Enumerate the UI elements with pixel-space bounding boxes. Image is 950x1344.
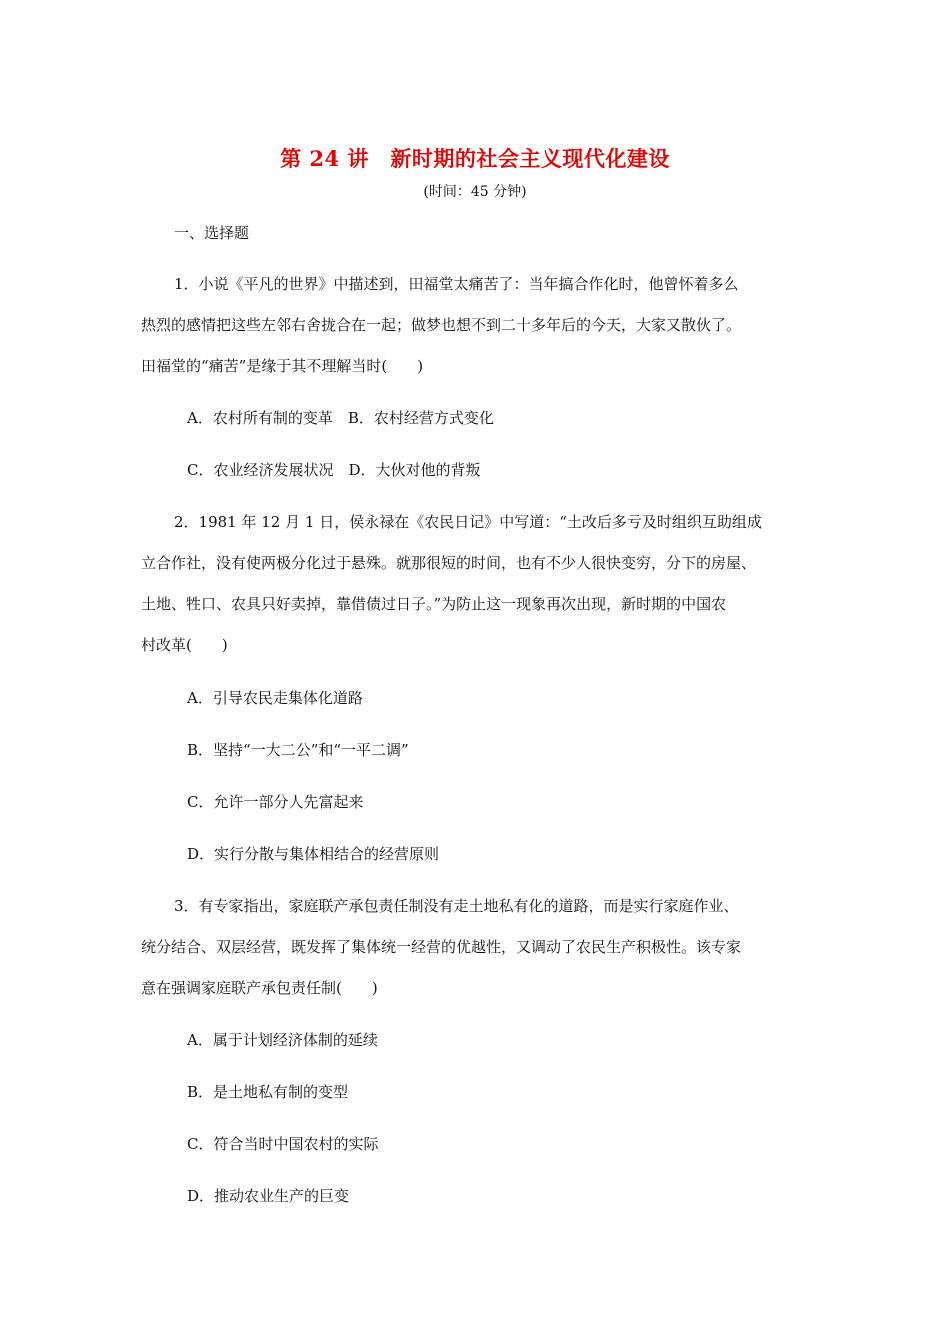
question-stem-line: 1．小说《平凡的世界》中描述到，田福堂太痛苦了：当年搞合作化时，他曾怀着多么	[174, 275, 739, 293]
question-stem-line: 立合作社，没有使两极分化过于悬殊。就那很短的时间，也有不少人很快变穷，分下的房屋、	[141, 554, 757, 572]
time-limit: (时间：45 分钟)	[423, 184, 527, 200]
question-option-line: B．是土地私有制的变型	[187, 1083, 349, 1101]
question-stem-line: 土地、牲口、农具只好卖掉，靠借债过日子。”为防止这一现象再次出现，新时期的中国农	[141, 595, 727, 613]
question-stem-line: 热烈的感情把这些左邻右舍拢合在一起；做梦也想不到二十多年后的今天，大家又散伙了。	[141, 316, 742, 334]
question-option-line: A．农村所有制的变革 B．农村经营方式变化	[187, 409, 494, 427]
page-title: 第 24 讲 新时期的社会主义现代化建设	[280, 146, 670, 171]
question-stem-line: 田福堂的“痛苦”是缘于其不理解当时( )	[141, 357, 424, 375]
question-option-line: B．坚持“一大二公”和“一平二调”	[187, 741, 409, 759]
question-stem-line: 意在强调家庭联产承包责任制( )	[141, 979, 378, 997]
section-heading: 一、选择题	[174, 224, 250, 242]
question-stem-line: 3．有专家指出，家庭联产承包责任制没有走土地私有化的道路，而是实行家庭作业、	[174, 897, 739, 915]
question-option-line: D．实行分散与集体相结合的经营原则	[187, 845, 440, 863]
question-stem-line: 统分结合、双层经营，既发挥了集体统一经营的优越性，又调动了农民生产积极性。该专家	[141, 938, 742, 956]
question-option-line: C．农业经济发展状况 D．大伙对他的背叛	[187, 461, 481, 479]
question-option-line: C．允许一部分人先富起来	[187, 793, 364, 811]
question-stem-line: 村改革( )	[141, 636, 228, 654]
question-option-line: D．推动农业生产的巨变	[187, 1187, 350, 1205]
question-option-line: C．符合当时中国农村的实际	[187, 1135, 379, 1153]
question-stem-line: 2．1981 年 12 月 1 日，侯永禄在《农民日记》中写道：“土改后多亏及时组织互助组成	[174, 513, 762, 531]
question-option-line: A．引导农民走集体化道路	[187, 689, 363, 707]
question-option-line: A．属于计划经济体制的延续	[187, 1031, 378, 1049]
